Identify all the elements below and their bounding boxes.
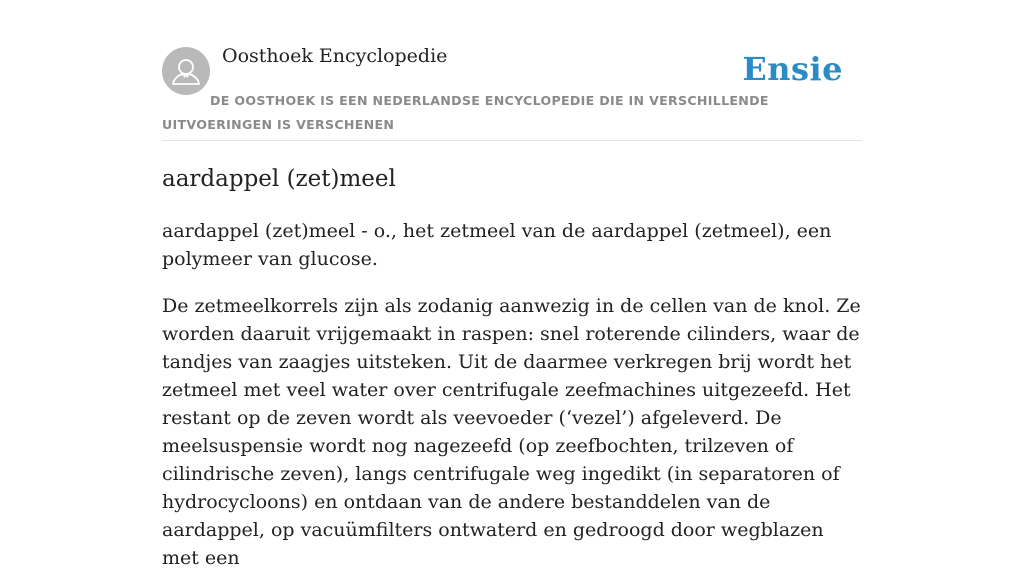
source-name-link[interactable]: Oosthoek Encyclopedie: [222, 45, 448, 67]
article: [162, 163, 862, 572]
source-header: [162, 0, 862, 141]
article-paragraph-body: De zetmeelkorrels zijn als zodanig aanwezig in de cellen van de knol. Ze worden daaruit vrijgemaakt in raspen: snel roterende cilinders, waar de tandjes van zaagjes uitsteken. Uit de daarmee verkregen brij wordt het zetmeel met veel water over centrifugale zeefmachines uitgezeefd. Het restant op de zeven wordt als veevoeder (‘vezel’) afgeleverd. De meelsuspensie wordt nog nagezeefd (op zeefbochten, trilzeven of cilindrische zeven), langs centrifugale weg ingedikt (in separatoren of hydrocycloons) en ontdaan van de andere bestanddelen van de aardappel, op vacuümfilters ontwaterd en gedroogd door wegblazen met een: [162, 295, 861, 569]
ensie-logo-link[interactable]: Ensie: [742, 50, 843, 88]
article-title: aardappel (zet)meel: [162, 166, 396, 192]
user-icon: [162, 47, 210, 95]
article-paragraph-definition: aardappel (zet)meel - o., het zetmeel van de aardappel (zetmeel), een polymeer van glucose.: [162, 220, 832, 270]
source-description: DE OOSTHOEK IS EEN NEDERLANDSE ENCYCLOPEDIE DIE IN VERSCHILLENDE UITVOERINGEN IS VERSCHENEN: [162, 93, 769, 132]
source-avatar[interactable]: [162, 47, 210, 95]
content-container: [162, 0, 862, 572]
